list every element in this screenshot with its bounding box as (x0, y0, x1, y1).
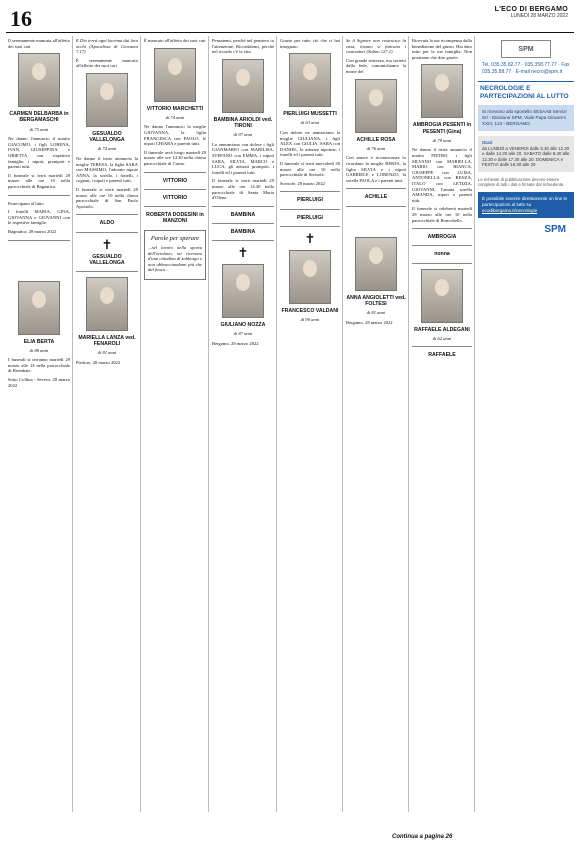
deceased-name: ACHILLE (364, 194, 388, 201)
separator (280, 209, 340, 210)
deceased-photo (421, 269, 463, 323)
deceased-name: GESUALDO VALLELONGA (89, 253, 125, 266)
obituary-intro: È serenamente mancato all'affetto dei suoi cari (76, 57, 138, 69)
contact-info: Tel. 035.35.82.77 · 035.358.77.77 · Fax 035.35.88.77 · E-mail necro@spm.it (482, 62, 570, 75)
deceased-age: di 62 anni (432, 335, 452, 341)
obituary-text: Con amore e riconoscenza lo ricordano la moglie BERTA, la figlia SILVIA e i nipoti GABRIELE e LORENZO, la sorella PAOLA e i parenti tutti. (346, 155, 406, 183)
separator (76, 271, 138, 272)
deceased-age: di 87 anni (233, 331, 253, 337)
deceased-age: di 76 anni (366, 145, 386, 151)
deceased-age: di 90 anni (300, 316, 320, 322)
obituary-text: Lo annunciano con dolore i figli GIANMARIO con MARILISA, STEFANO con EMMA, i nipoti SARA, SILVIA, MARCO e LUCA, gli adorati pronipoti, i fratelli ed i parenti tutti. (212, 141, 274, 175)
poem-box (144, 230, 206, 280)
deceased-photo (86, 73, 128, 127)
deceased-photo (86, 277, 128, 331)
deceased-photo (289, 53, 331, 107)
section-title: NECROLOGIE E PARTECIPAZIONI AL LUTTO (478, 81, 574, 105)
obituary-text: Il funerale si terrà martedì 29 marzo alle ore 10 nella parrocchiale di Bagnatica. (8, 172, 70, 189)
deceased-name: AMBROGIA (427, 234, 457, 241)
obituary-text: Con dolore ne annunciano la moglie GIULIANA, i figli ALEX con GIULIA, SARA con DANIEL, le adorate nipotine, i fratelli ed i parenti tutti. (280, 129, 340, 158)
obituary-intro: Con grande tristezza, ma sorretti dalla fede, comunichiamo la morte del (346, 57, 406, 74)
separator (346, 206, 406, 207)
obituary-text: Ne danno l'annuncio il marito GIACOMO, i figli LORENA, IVAN, GIUSEPPINA e ORIETTA con rispettive famiglie, i nipoti, pronipoti e parenti tutti. (8, 136, 70, 170)
deceased-age: di 74 anni (165, 114, 185, 120)
deceased-name: RAFFAELE (428, 352, 456, 359)
separator (144, 189, 206, 190)
deceased-name: PIERLUIGI (297, 214, 323, 221)
page-header (0, 0, 580, 32)
deceased-name: AMBROGIA PESENTI in PESENTI (Gina) (412, 122, 472, 135)
deceased-photo (154, 48, 196, 102)
obituary-intro: Grazie per tutto ciò che ci hai insegnato. (280, 38, 340, 49)
separator (280, 226, 340, 227)
newspaper-name: L'ECO DI BERGAMO (494, 6, 568, 13)
spm-footer-logo: SPM (544, 224, 566, 236)
deceased-name: ELIA BERTA (23, 338, 55, 345)
hours-box (478, 136, 574, 172)
issue-date: LUNEDÌ 28 MARZO 2022 (510, 13, 568, 19)
deceased-name: nonna (434, 251, 450, 258)
column-divider (276, 36, 277, 812)
deceased-name: ACHILLE ROSA (356, 136, 396, 143)
obituary-signature: Bergamo, 28 marzo 2022 (212, 340, 259, 346)
obituary-text: Il funerale si terrà martedì 29 marzo alle ore 10 nella chiesa parrocchiale di San Paolo Apostolo. (76, 186, 138, 209)
office-info-box (478, 105, 574, 131)
separator (412, 245, 472, 246)
obituary-signature: Bergamo, 28 marzo 2022 (346, 319, 393, 325)
deceased-photo (355, 79, 397, 133)
obituary-text: Il funerale si terrà mercoledì 30 marzo alle ore 10 nella parrocchiale di Sorisole. (280, 160, 340, 178)
column-divider (408, 36, 409, 812)
deceased-photo (18, 281, 60, 335)
hours-text: da LUNEDÌ a VENERDÌ dalle 8.30 alle 12.30 e dalle 14.30 alle 20. SABATO dalle 8.30 alle 12.30 e dalle 17.30 alle 20. DOMENICA e FESTIVI dalle 16.30 alle 20 (482, 145, 570, 168)
obituary-text: Ne danno il triste annuncio la moglie TERESA, la figlia SARA con MASSIMO, l'adorato nipote ANNA, la sorella, i fratelli, i cognati, i nipoti e parenti tutti. (76, 155, 138, 184)
deceased-name: PIERLUIGI MUSSETTI (283, 111, 337, 118)
separator (412, 263, 472, 264)
deceased-photo (355, 237, 397, 291)
separator (8, 195, 70, 196)
obituary-column-3 (144, 38, 206, 814)
obituary-intro: Ricevuta la tua ricompensa dalla benedizione del giusto. Hai dato tutto per la tua famiglia. Non possiamo che dire grazie. (412, 38, 472, 60)
cross-icon: ✝ (101, 236, 113, 252)
necrologie-link[interactable]: ecodibergamo.it/necrologie (482, 208, 538, 214)
separator (144, 206, 206, 207)
column-divider (208, 36, 209, 812)
obituary-intro: È mancato all'affetto dei suoi cari (144, 38, 206, 43)
participation-text: I fratelli MARIA, GINA, GIOVANNA e GIOVANNI con le rispettive famiglie. (8, 209, 70, 226)
obituary-column-4 (212, 38, 274, 814)
separator (280, 191, 340, 192)
deceased-age: di 81 anni (97, 350, 117, 356)
obituary-quote: Se il Signore non costruisce la casa, invano vi faticano i costruttori (Salmo 127,1) (346, 38, 406, 55)
separator (76, 214, 138, 215)
deceased-name: PIERLUIGI (297, 197, 323, 204)
column-divider (140, 36, 141, 812)
deceased-name: BAMBINA (230, 211, 256, 218)
obituary-quote: E Dio terrà ogni lacrima dai loro occhi (Apocalisse di Giovanni 7,17) (76, 38, 138, 55)
column-divider (72, 36, 73, 812)
obituary-column-2 (76, 38, 138, 814)
deceased-age: di 75 anni (29, 126, 49, 132)
deceased-name: RAFFAELE ALDEGANI (414, 326, 470, 333)
deceased-name: VITTORIO MARCHETTI (146, 105, 204, 112)
obituary-column-7 (412, 38, 472, 814)
obituary-column-6 (346, 38, 406, 814)
deceased-name: ANNA ANGIOLETTI ved. FOLTESI (346, 294, 406, 307)
deceased-name: BAMBINA ARIOLDI ved. TIRONI (213, 116, 273, 129)
obituary-column-5 (280, 38, 340, 814)
deceased-age: di 88 anni (29, 347, 49, 353)
separator (144, 172, 206, 173)
deceased-name: MARIELLA LANZA ved. FENAROLI (78, 334, 136, 348)
deceased-name: CARMEN DELBARBA in BERGAMASCHI (9, 111, 69, 124)
deceased-age: di 97 anni (233, 132, 253, 138)
deceased-name: VITTORIO (162, 177, 188, 184)
office-info-text: Si ricevono allo sportello SESAAB Servizi Srl - Divisione SPM, Viale Papa Giovanni XXIII, 124 - BERGAMO (482, 109, 567, 126)
participation-label: Partecipano al lutto (8, 200, 44, 206)
page-number: 16 (10, 6, 32, 31)
column-divider (474, 36, 475, 812)
deceased-photo (222, 264, 264, 318)
separator (212, 206, 274, 207)
deceased-name: ALDO (99, 220, 115, 227)
obituary-signature: Bagnatica, 28 marzo 2022 (8, 228, 57, 234)
online-notice-text: È possibile inserire direttamente on line le partecipazioni al lutto su (482, 196, 568, 208)
deceased-photo (421, 64, 463, 118)
deceased-age: di 79 anni (432, 137, 452, 143)
obituary-text: Il funerale avrà luogo martedì 29 marzo alle ore 14.30 nella chiesa parrocchiale di Curno. (144, 149, 206, 166)
hours-title: Orari (482, 140, 493, 145)
deceased-photo (222, 59, 264, 113)
deceased-name: ROBERTA DODESINI in MANZONI (146, 211, 204, 225)
deceased-name: VITTORIO (162, 194, 188, 201)
deceased-age: di 63 anni (300, 120, 320, 126)
separator (412, 346, 472, 347)
obituary-text: Il funerale si terrà martedì 29 marzo alle ore 14.30 nella parrocchiale di Santa Maria d'Oleno. (212, 178, 274, 201)
deceased-name: GESUALDO VALLELONGA (89, 130, 125, 144)
column-divider (342, 36, 343, 812)
deceased-name: FRANCESCO VALDANI (281, 307, 339, 314)
sidebar (478, 38, 574, 235)
spm-logo: SPM (501, 40, 551, 58)
poem-title: Parole per sperare (150, 235, 200, 243)
newspaper-masthead (495, 6, 568, 19)
cross-icon: ✝ (237, 245, 249, 261)
separator (346, 188, 406, 189)
online-notice (478, 192, 574, 218)
separator (212, 223, 274, 224)
poem-text: ...nel lavoro nella sporta dell'ortolano, mi ricevono d'una cittadina di sobborgo e non abbracciandomi più che dal fuoco... (148, 244, 202, 273)
separator (76, 232, 138, 233)
obituary-signature: Sorisole, 28 marzo 2022 (280, 180, 325, 186)
header-rule (6, 32, 574, 33)
deceased-name: BAMBINA (230, 228, 256, 235)
separator (8, 240, 70, 241)
deceased-age: di 81 anni (366, 309, 386, 315)
deceased-photo (18, 53, 60, 107)
deceased-age: di 74 anni (97, 146, 117, 152)
obituary-column-1 (8, 38, 70, 814)
obituary-signature: Predore, 28 marzo 2022 (76, 359, 121, 365)
separator (212, 240, 274, 241)
continued-on-page: Continua a pagina 26 (392, 834, 453, 840)
obituary-signature: Sotto Collina - Seveso, 28 marzo 2022 (8, 377, 70, 388)
obituary-intro: Il serenamente mancata all'affetto dei suoi cari (8, 38, 70, 49)
obituary-text: Il funerale si celebrerà martedì 29 marzo alle ore 10 nella parrocchiale di Roncobello. (412, 206, 472, 223)
deceased-name: GIULIANO NOZZA (220, 322, 266, 329)
deceased-photo (289, 250, 331, 304)
separator (412, 228, 472, 229)
obituary-text: Ne danno il triste annuncio il marito PIETRO, i figli SILVANO con MARIELLA, MARIO con BIANCA, GIUSEPPE con LUISA, ANTONELLA con RENZA, ITALO con LETIZIA, GIOVANNI, l'amata sorella AMANDA, nipoti e parenti tutti. (412, 147, 472, 203)
obituary-intro: Pensatemi, perché nel pensiero io l'attenzione. Ricordatemi, perché nel ricordo c'è la vita. (212, 38, 274, 55)
submission-note: Le richieste di pubblicazione devono essere complete di tutti i dati e firmate dal richiedente. (478, 176, 565, 188)
obituary-text: Ne danno l'annuncio la moglie GIOVANNA, la figlia FRANCESCA con PAOLO, le nipoti CHIARA e parenti tutti. (144, 124, 206, 147)
cross-icon: ✝ (304, 230, 316, 246)
obituary-text: I funerali si terranno martedì 29 marzo alle 14 nella parrocchiale di Brembate. (8, 357, 70, 374)
